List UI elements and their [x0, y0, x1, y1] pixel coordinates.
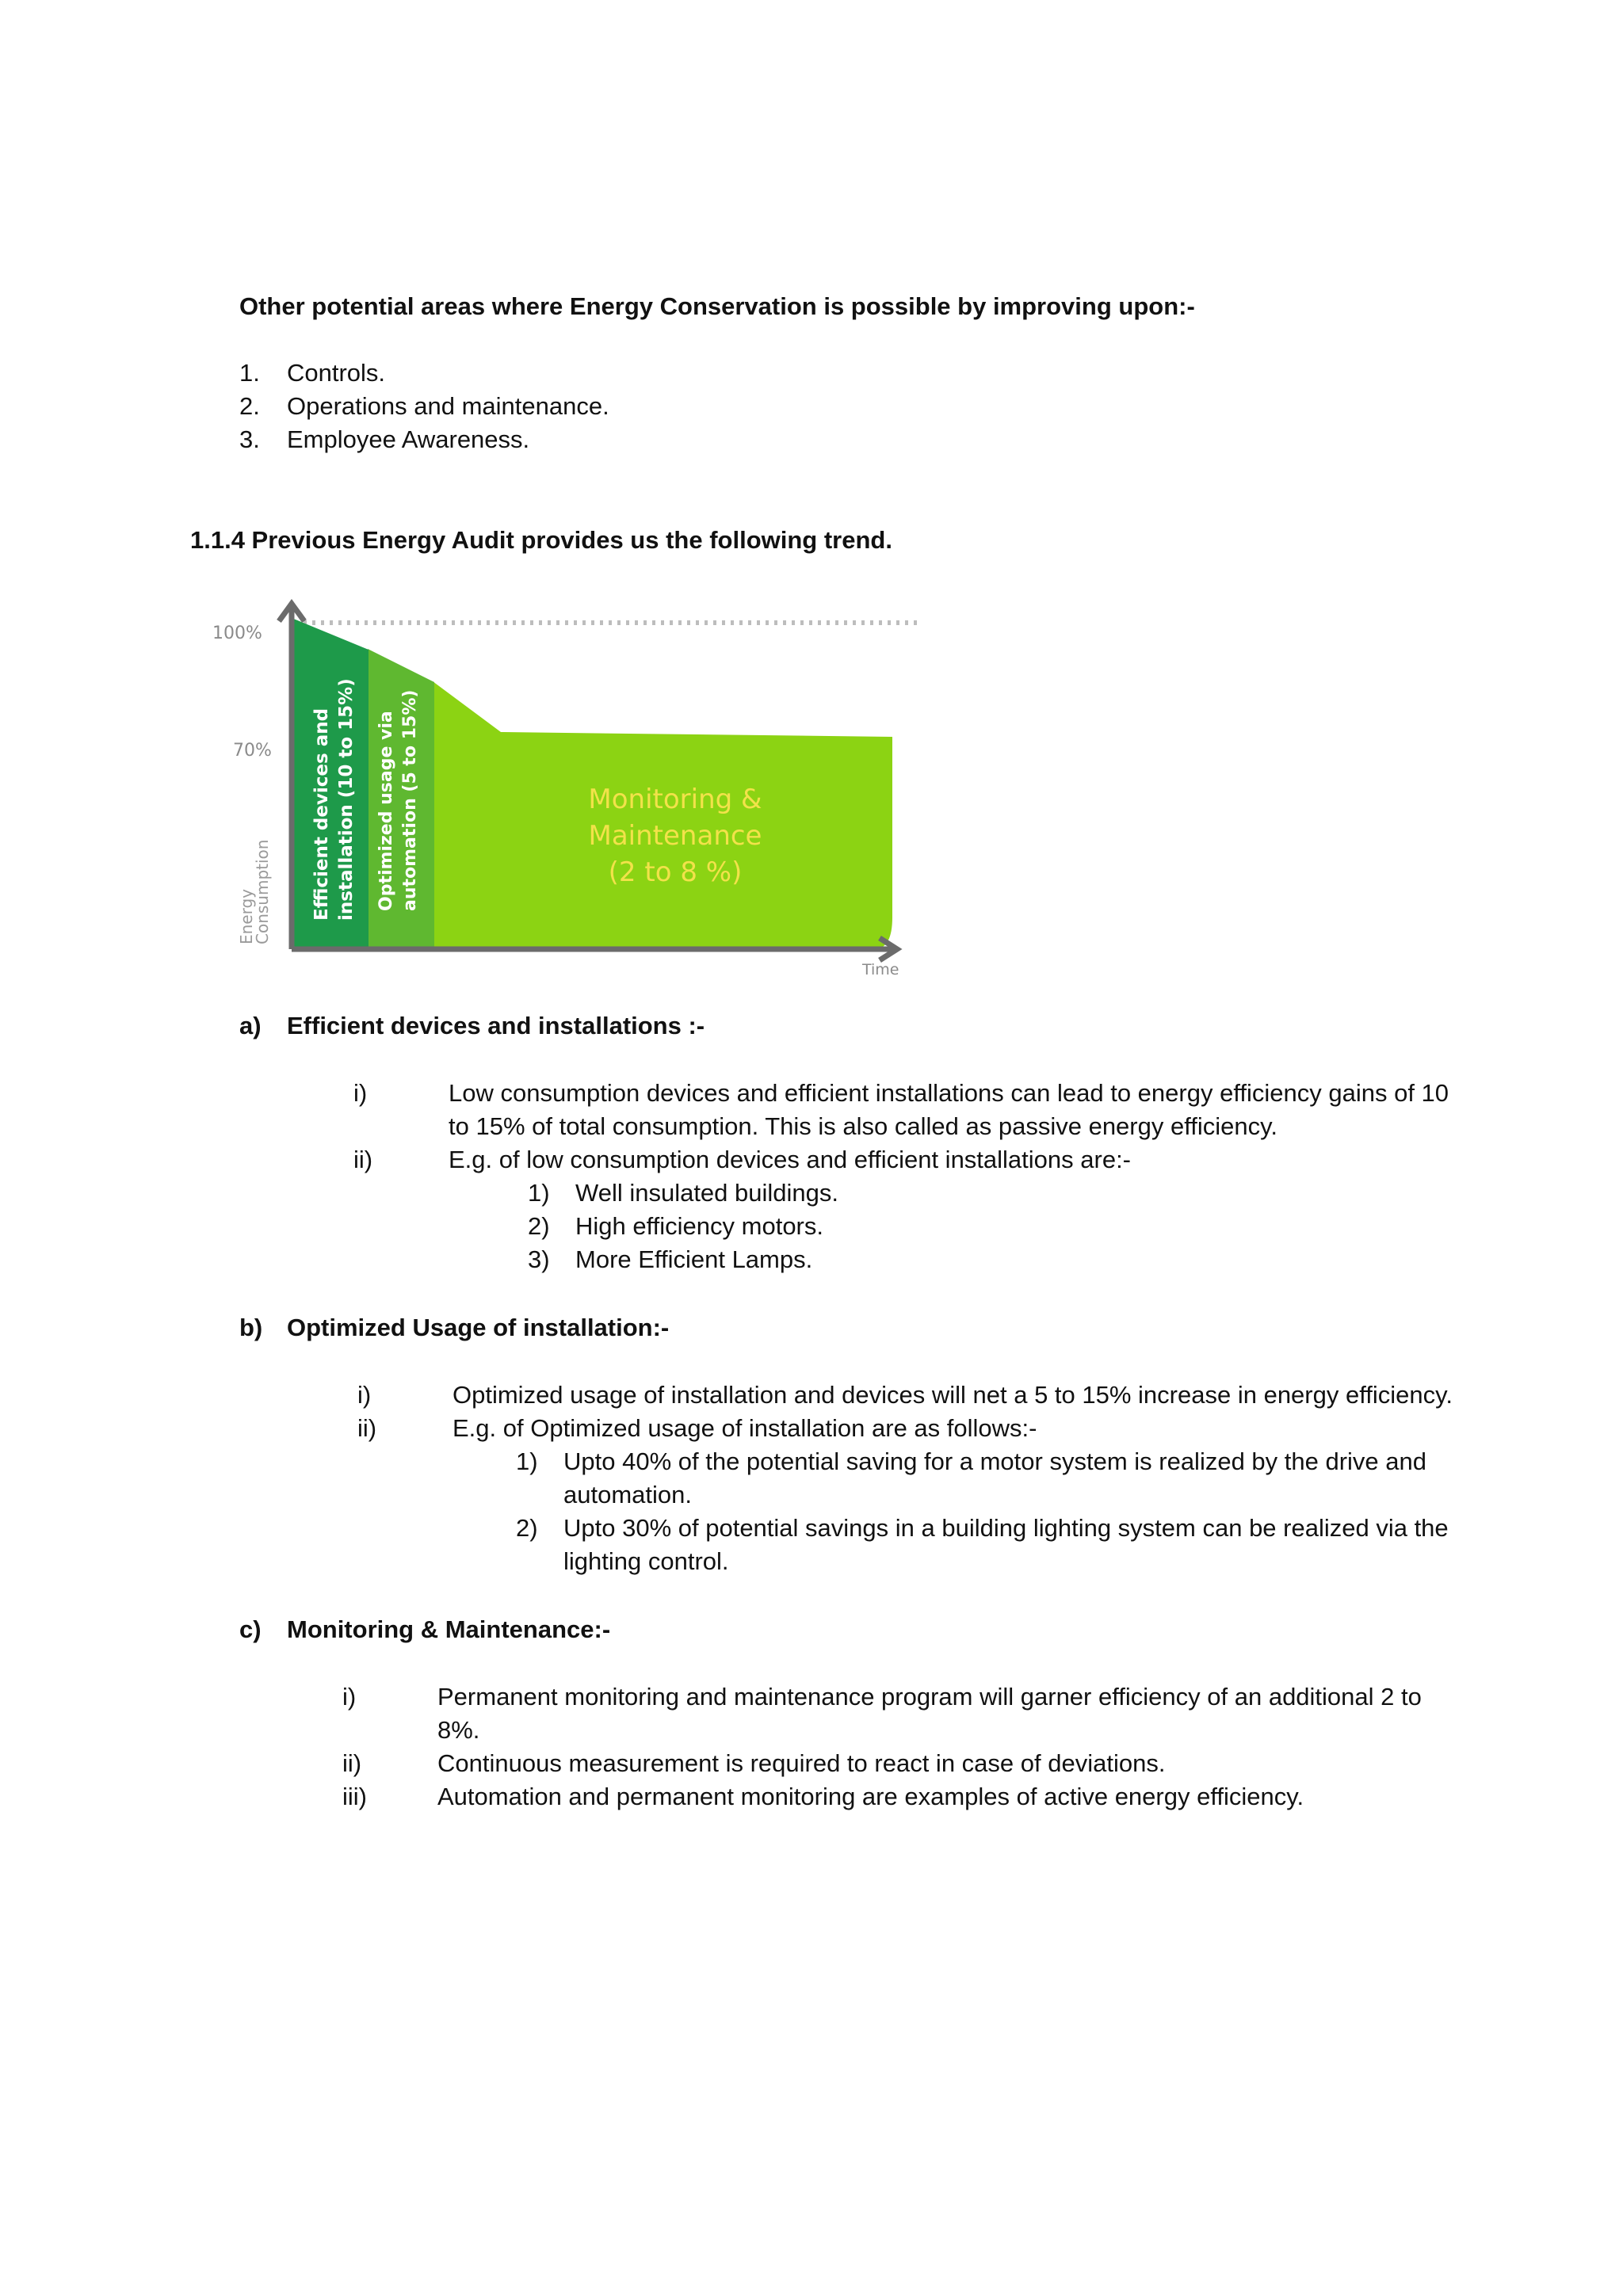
section-a-title: Efficient devices and installations :-	[287, 1012, 705, 1039]
sublist-item-text: automation.	[563, 1481, 692, 1508]
section-b-label: b)	[239, 1314, 263, 1341]
sublist-marker: 3)	[528, 1245, 550, 1273]
x-axis-label: Time	[862, 961, 899, 978]
intro-item-text: Operations and maintenance.	[287, 392, 609, 420]
list-item-text: Permanent monitoring and maintenance program will garner efficiency of an additional 2 to	[437, 1683, 1422, 1711]
section-a-label: a)	[239, 1012, 262, 1039]
section-c-label: c)	[239, 1615, 262, 1643]
band-label: Optimized usage via	[376, 711, 396, 911]
section-c-title: Monitoring & Maintenance:-	[287, 1615, 611, 1643]
y-axis-label: Consumption	[253, 839, 272, 944]
band-label: Monitoring &	[588, 784, 762, 815]
list-item-text: Low consumption devices and efficient installations can lead to energy efficiency gains of 10	[449, 1079, 1449, 1107]
intro-item-number: 1.	[239, 359, 260, 387]
section-b-title: Optimized Usage of installation:-	[287, 1314, 670, 1341]
list-marker: i)	[342, 1683, 357, 1711]
list-item-text: Continuous measurement is required to react in case of deviations.	[437, 1749, 1166, 1777]
intro-item-number: 3.	[239, 425, 260, 453]
list-item-text: to 15% of total consumption. This is also called as passive energy efficiency.	[449, 1112, 1277, 1140]
intro-item-text: Controls.	[287, 359, 386, 387]
intro-item-number: 2.	[239, 392, 260, 420]
intro-item-text: Employee Awareness.	[287, 425, 530, 453]
band-label: installation (10 to 15%)	[336, 678, 357, 921]
y-tick-100: 100%	[212, 624, 262, 643]
sublist-marker: 2)	[516, 1514, 538, 1542]
sublist-item-text: Upto 30% of potential savings in a building lighting system can be realized via the	[563, 1514, 1449, 1542]
y-tick-70: 70%	[233, 741, 272, 761]
list-item-text: E.g. of low consumption devices and efficient installations are:-	[449, 1146, 1132, 1173]
list-item-text: Automation and permanent monitoring are examples of active energy efficiency.	[437, 1783, 1304, 1810]
sublist-marker: 2)	[528, 1212, 550, 1240]
list-marker: iii)	[342, 1783, 367, 1810]
band-monitoring-maintenance	[433, 681, 892, 949]
section-heading: 1.1.4 Previous Energy Audit provides us the following trend.	[190, 526, 892, 554]
sublist-item-text: Upto 40% of the potential saving for a motor system is realized by the drive and	[563, 1447, 1427, 1475]
sublist-marker: 1)	[528, 1179, 550, 1207]
band-label: Maintenance	[588, 820, 762, 852]
list-item-text: 8%.	[437, 1716, 480, 1744]
list-item-text: Optimized usage of installation and devices will net a 5 to 15% increase in energy efficiency.	[453, 1381, 1453, 1409]
list-marker: ii)	[353, 1146, 373, 1173]
band-label: (2 to 8 %)	[608, 856, 743, 888]
sublist-item-text: Well insulated buildings.	[575, 1179, 839, 1207]
list-marker: i)	[357, 1381, 372, 1409]
sublist-item-text: More Efficient Lamps.	[575, 1245, 813, 1273]
list-item-text: E.g. of Optimized usage of installation are as follows:-	[453, 1414, 1037, 1442]
sublist-item-text: lighting control.	[563, 1547, 729, 1575]
list-marker: ii)	[342, 1749, 362, 1777]
sublist-item-text: High efficiency motors.	[575, 1212, 823, 1240]
sublist-marker: 1)	[516, 1447, 538, 1475]
y-axis-label: Energy	[237, 888, 256, 944]
list-marker: i)	[353, 1079, 368, 1107]
intro-heading: Other potential areas where Energy Conservation is possible by improving upon:-	[239, 292, 1195, 320]
list-marker: ii)	[357, 1414, 377, 1442]
band-label: automation (5 to 15%)	[400, 689, 420, 911]
band-label: Efficient devices and	[311, 707, 332, 921]
